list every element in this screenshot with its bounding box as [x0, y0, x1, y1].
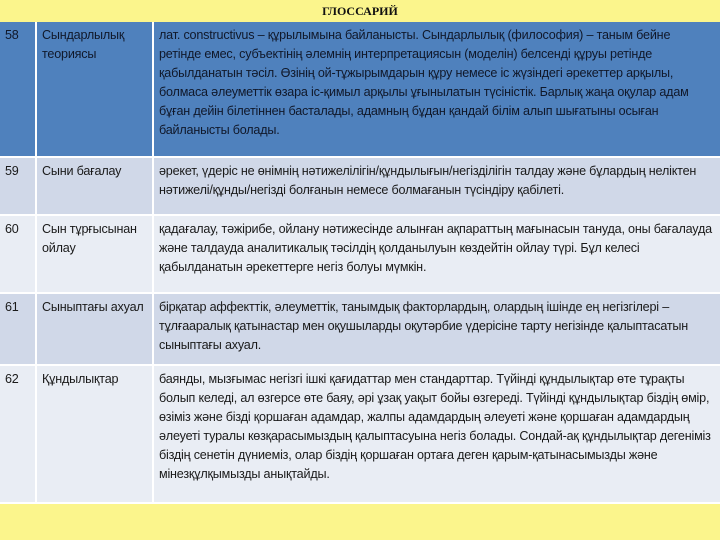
entry-number: 61 [0, 293, 36, 365]
glossary-table [0, 22, 720, 504]
entry-term: Сыныптағы ахуал [36, 293, 153, 365]
entry-definition: әрекет, үдеріс не өнімнің нәтижелілігін/құндылығын/негізділігін талдау және бұлардың неліктен нәтижелі/құнды/негізді болғанын немесе болмағанын түсіндіру қабілеті. [153, 157, 720, 215]
entry-number: 59 [0, 157, 36, 215]
table-row [0, 293, 720, 365]
entry-number: 58 [0, 22, 36, 157]
entry-term: Құндылықтар [36, 365, 153, 503]
table-row [0, 215, 720, 293]
entry-number: 60 [0, 215, 36, 293]
entry-number: 62 [0, 365, 36, 503]
entry-term: Сындарлылық теориясы [36, 22, 153, 157]
table-row [0, 157, 720, 215]
glossary-title: ГЛОССАРИЙ [0, 0, 720, 22]
entry-definition: қадағалау, тәжірибе, ойлану нәтижесінде алынған ақпараттың мағынасын тануда, оны бағалауда және талдауда аналитикалық тәсілдің қолданылуын көздейтін ойлау түрі. Бұл келесі қабылданатын әрекеттерге негіз болуы мүмкін. [153, 215, 720, 293]
entry-term: Сыни бағалау [36, 157, 153, 215]
entry-definition: лат. constructivus – құрылымына байланысты. Сындарлылық (философия) – таным бейне ретінде емес, субъектінің әлемнің интерпретациясын (моделін) белсенді құруы ретінде қабылданатын тәсіл. Өзінің ой-тұжырымдарын құру немесе іс жүзіндегі әрекеттер арқылы, болмаса әлеуметтік өзара іс-қимыл арқылы ұғынылатын түсіністік. Барлық жаңа оқулар адам бұған дейін білетіннен басталады, адамның бұдан қандай білім алып шығатыны осыған байланысты болады. [153, 22, 720, 157]
entry-definition: баянды, мызғымас негізгі ішкі қағидаттар мен стандарттар. Түйінді құндылықтар өте тұрақты болып келеді, ал өзгерсе өте баяу, әрі ұзақ уақыт бойы өзгереді. Түйінді құндылықтар біздің өмір, өзіміз және бізді қоршаған адамдар, жалпы адамдардың әлеуеті және қоршаған адамдардың әлеуеті туралы көзқарасымыздың қалыптасуына негіз болады. Сондай-ақ құндылықтар дегеніміз біздің сенетін дүниеміз, олар біздің қоршаған ортаға деген қарым-қатынасымызды және мінезқұлқымызды анықтайды. [153, 365, 720, 503]
entry-term: Сын тұрғысынан ойлау [36, 215, 153, 293]
table-row [0, 22, 720, 157]
entry-definition: бірқатар аффекттік, әлеуметтік, танымдық факторлардың, олардың ішінде ең негізгілері – тұлғааралық қатынастар мен оқушыларды оқутәрбие үдерісіне тарту негізінде қалыптасатын сыныптағы ахуал. [153, 293, 720, 365]
table-row [0, 365, 720, 503]
